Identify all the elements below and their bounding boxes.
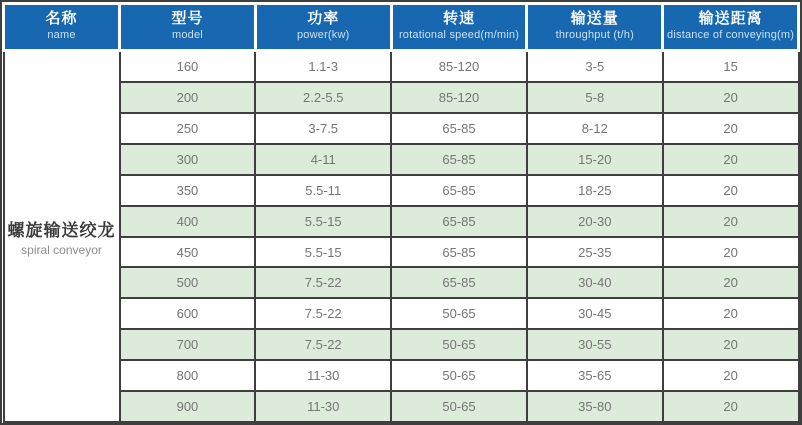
- cell-speed: 85-120: [391, 51, 527, 83]
- cell-distance: 20: [663, 206, 799, 237]
- header-col-throughput-zh: 输送量: [570, 10, 619, 28]
- cell-power: 3-7.5: [255, 113, 391, 144]
- cell-model: 300: [120, 144, 256, 175]
- product-name-en: spiral conveyor: [21, 243, 102, 257]
- cell-throughput: 15-20: [527, 144, 663, 175]
- header-col-throughput-en: throughput (t/h): [555, 28, 634, 41]
- cell-throughput: 30-55: [527, 329, 663, 360]
- table-row: [4, 144, 799, 175]
- cell-throughput: 25-35: [527, 237, 663, 268]
- product-name-cell: [4, 51, 120, 423]
- table-row: [4, 113, 799, 144]
- cell-model: 700: [120, 329, 256, 360]
- header-col-model-en: model: [171, 28, 203, 41]
- cell-power: 7.5-22: [255, 298, 391, 329]
- cell-throughput: 35-65: [527, 360, 663, 391]
- header-col-speed-en: rotational speed(m/min): [398, 28, 520, 41]
- product-name-zh: 螺旋输送绞龙: [7, 221, 116, 240]
- cell-distance: 20: [663, 175, 799, 206]
- header-col-speed: [391, 4, 527, 51]
- cell-distance: 20: [663, 298, 799, 329]
- header-col-distance-zh: 输送距离: [698, 10, 763, 28]
- cell-model: 600: [120, 298, 256, 329]
- header-col-model-zh: 型号: [171, 10, 204, 28]
- cell-model: 160: [120, 51, 256, 83]
- header-col-distance: [663, 4, 799, 51]
- spec-table: [2, 2, 800, 423]
- table-row: [4, 267, 799, 298]
- cell-throughput: 30-40: [527, 267, 663, 298]
- cell-power: 5.5-11: [255, 175, 391, 206]
- cell-speed: 65-85: [391, 267, 527, 298]
- cell-speed: 50-65: [391, 329, 527, 360]
- cell-throughput: 20-30: [527, 206, 663, 237]
- header-col-name: [4, 4, 120, 51]
- header-col-name-zh: 名称: [45, 10, 78, 28]
- cell-model: 400: [120, 206, 256, 237]
- table-row: [4, 51, 799, 83]
- cell-speed: 65-85: [391, 206, 527, 237]
- cell-power: 7.5-22: [255, 329, 391, 360]
- spec-table-body: [4, 51, 799, 423]
- cell-distance: 15: [663, 51, 799, 83]
- header-col-power: [255, 4, 391, 51]
- table-row: [4, 360, 799, 391]
- header-col-distance-en: distance of conveying(m): [667, 28, 795, 41]
- cell-throughput: 5-8: [527, 82, 663, 113]
- cell-model: 250: [120, 113, 256, 144]
- cell-distance: 20: [663, 237, 799, 268]
- header-col-throughput: [527, 4, 663, 51]
- cell-power: 5.5-15: [255, 206, 391, 237]
- header-col-model: [120, 4, 256, 51]
- cell-speed: 85-120: [391, 82, 527, 113]
- cell-model: 200: [120, 82, 256, 113]
- cell-speed: 65-85: [391, 175, 527, 206]
- cell-throughput: 18-25: [527, 175, 663, 206]
- table-row: [4, 298, 799, 329]
- cell-model: 900: [120, 391, 256, 422]
- cell-power: 7.5-22: [255, 267, 391, 298]
- cell-distance: 20: [663, 360, 799, 391]
- cell-power: 1.1-3: [255, 51, 391, 83]
- cell-distance: 20: [663, 144, 799, 175]
- table-row: [4, 175, 799, 206]
- cell-distance: 20: [663, 82, 799, 113]
- cell-speed: 50-65: [391, 391, 527, 422]
- cell-power: 11-30: [255, 391, 391, 422]
- table-row: [4, 329, 799, 360]
- table-row: [4, 82, 799, 113]
- cell-speed: 65-85: [391, 237, 527, 268]
- cell-throughput: 3-5: [527, 51, 663, 83]
- header-col-power-en: power(kw): [296, 28, 350, 41]
- header-col-speed-zh: 转速: [443, 10, 476, 28]
- table-row: [4, 237, 799, 268]
- header-row: [4, 4, 799, 51]
- cell-model: 350: [120, 175, 256, 206]
- cell-model: 500: [120, 267, 256, 298]
- cell-power: 2.2-5.5: [255, 82, 391, 113]
- cell-speed: 65-85: [391, 144, 527, 175]
- cell-distance: 20: [663, 267, 799, 298]
- cell-power: 11-30: [255, 360, 391, 391]
- cell-throughput: 30-45: [527, 298, 663, 329]
- cell-speed: 50-65: [391, 360, 527, 391]
- cell-throughput: 8-12: [527, 113, 663, 144]
- cell-speed: 50-65: [391, 298, 527, 329]
- header-col-power-zh: 功率: [307, 10, 340, 28]
- cell-speed: 65-85: [391, 113, 527, 144]
- cell-throughput: 35-80: [527, 391, 663, 422]
- cell-power: 4-11: [255, 144, 391, 175]
- cell-model: 450: [120, 237, 256, 268]
- cell-power: 5.5-15: [255, 237, 391, 268]
- cell-distance: 20: [663, 113, 799, 144]
- table-row: [4, 391, 799, 422]
- header-col-name-en: name: [47, 28, 76, 41]
- cell-distance: 20: [663, 329, 799, 360]
- cell-distance: 20: [663, 391, 799, 422]
- table-row: [4, 206, 799, 237]
- cell-model: 800: [120, 360, 256, 391]
